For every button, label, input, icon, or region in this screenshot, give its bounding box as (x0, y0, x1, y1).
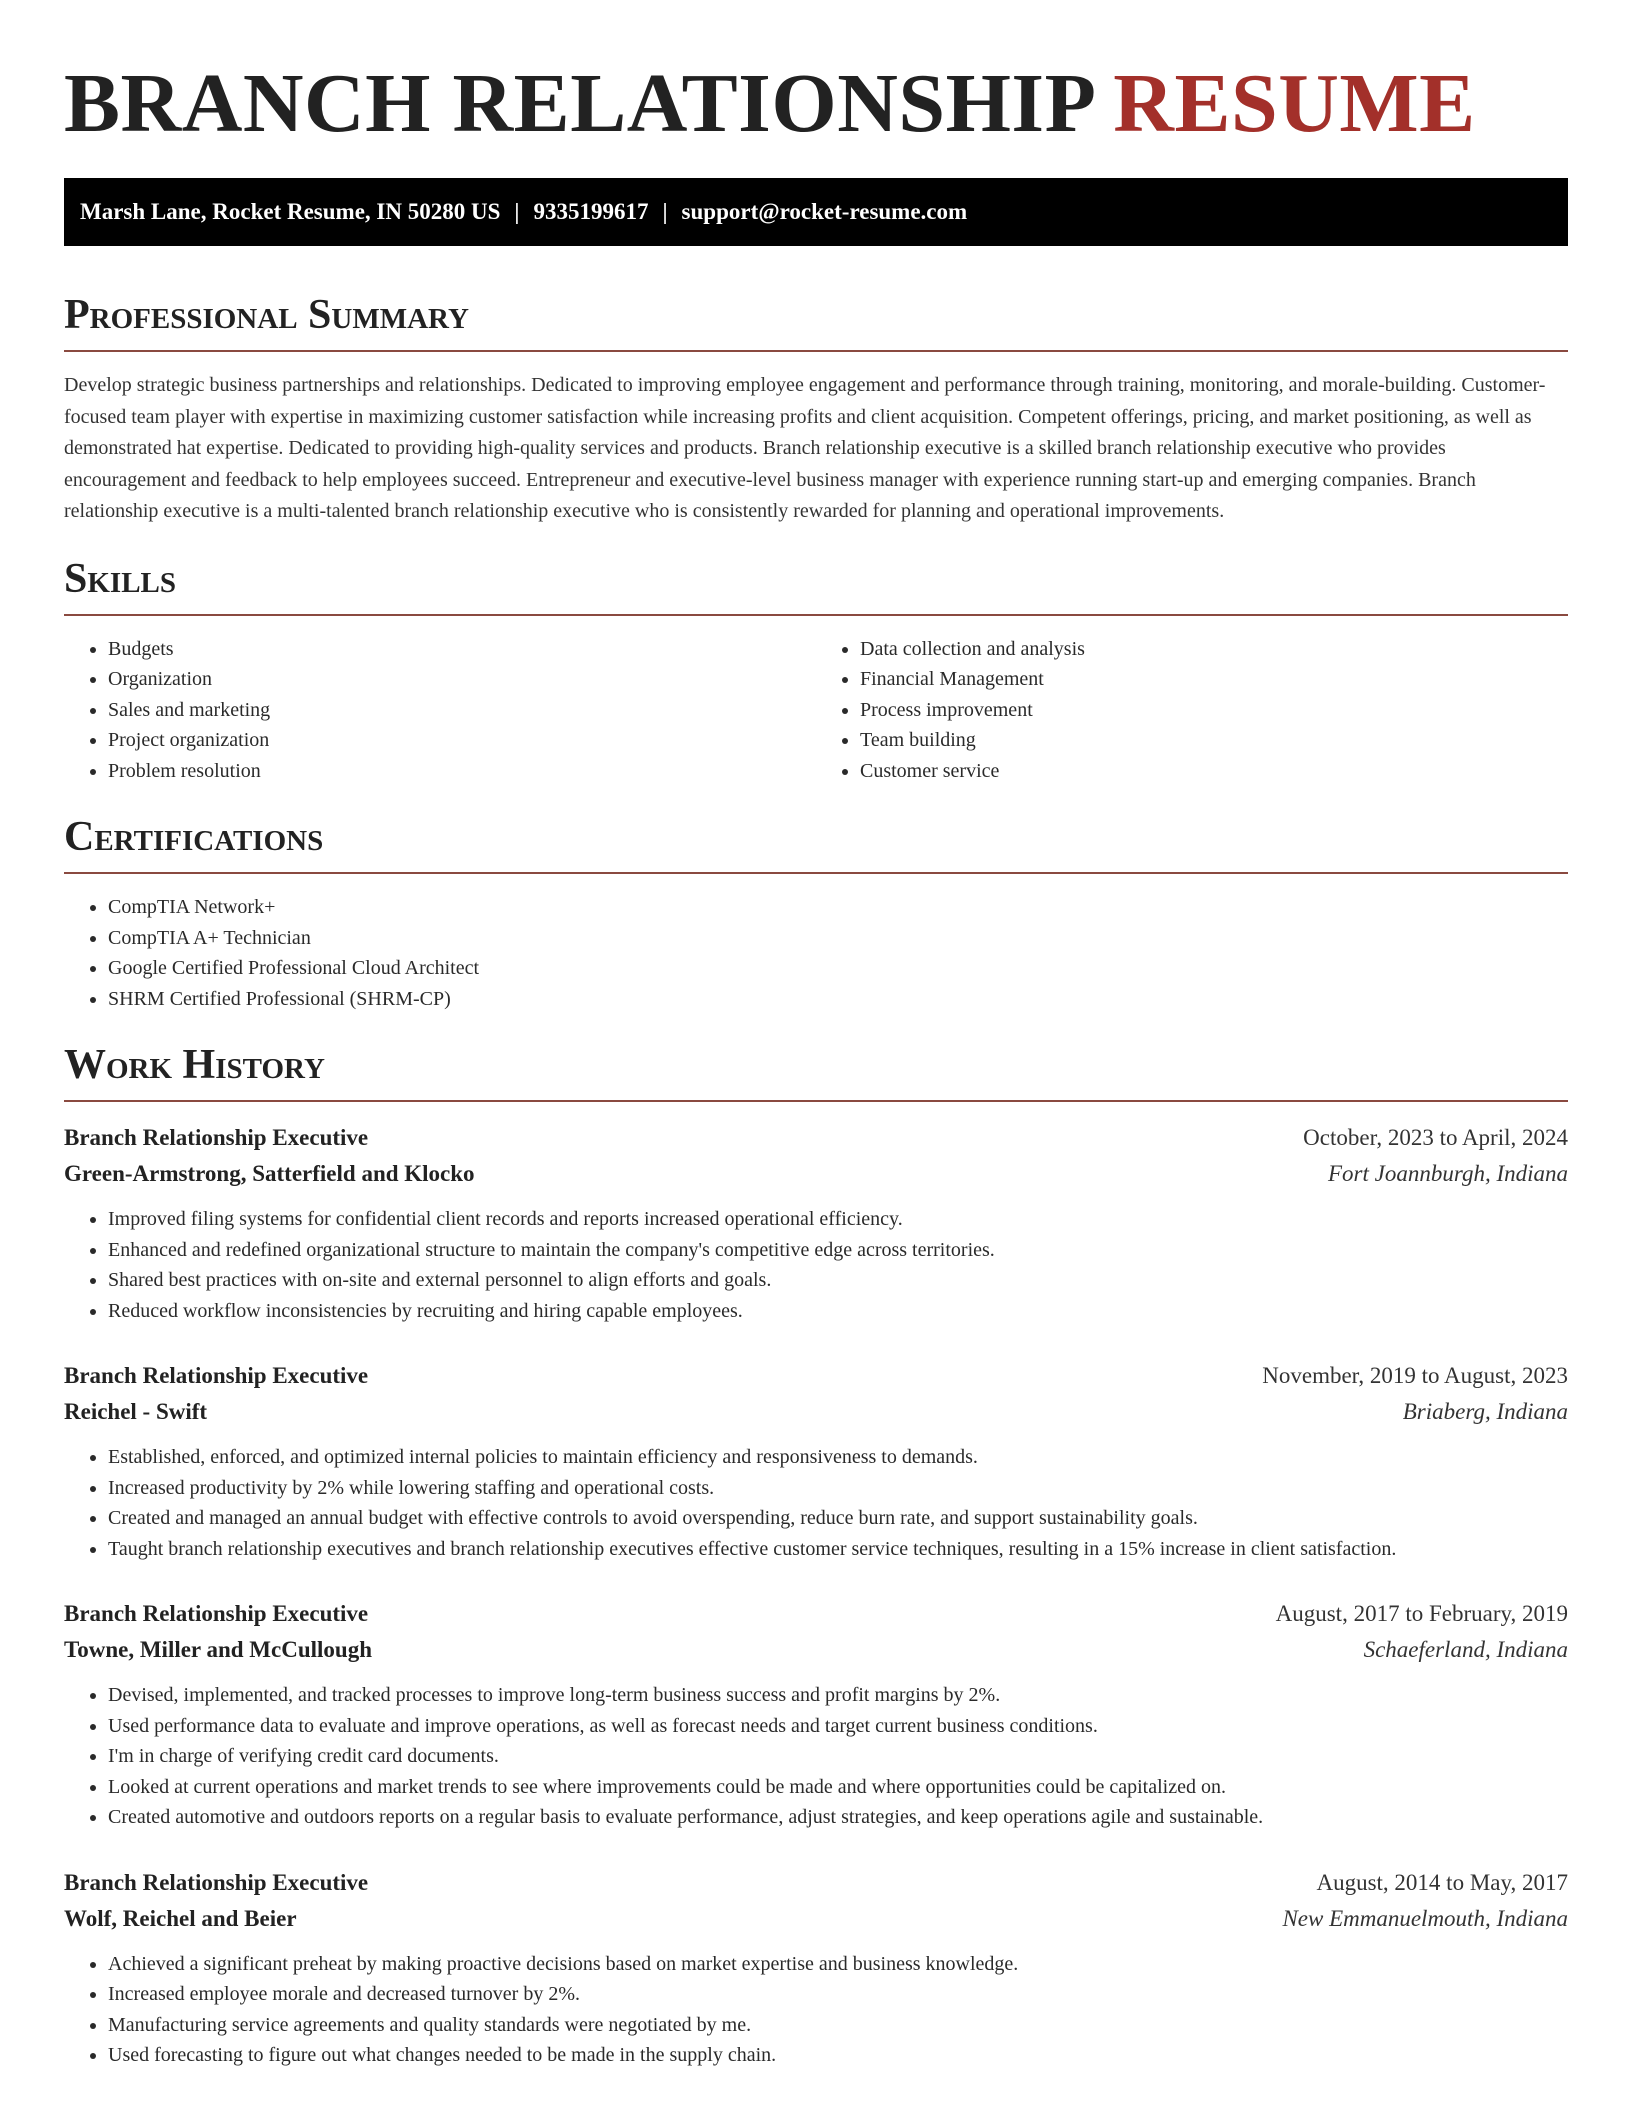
job-header-row (64, 1358, 1568, 1394)
summary-heading: Professional Summary (64, 290, 1568, 352)
job-company-row (64, 1156, 1568, 1192)
job-bullets (64, 1680, 1568, 1833)
job-bullet: • Created and managed an annual budget with effective controls to avoid overspending, reduce burn rate, and support sustainability goals. (108, 1503, 1568, 1534)
work-history-heading: Work History (64, 1040, 1568, 1102)
certification-item: • CompTIA A+ Technician (108, 923, 1568, 954)
job-location: Schaeferland, Indiana (1363, 1637, 1568, 1662)
job-bullet: • Shared best practices with on-site and external personnel to align efforts and goals. (108, 1265, 1568, 1296)
job-title: Branch Relationship Executive (64, 1125, 369, 1150)
job-entry (64, 1865, 1568, 2071)
job-company-row (64, 1394, 1568, 1430)
job-entry (64, 1358, 1568, 1564)
job-company-row (64, 1901, 1568, 1937)
certifications-heading: Certifications (64, 812, 1568, 874)
skill-item: • Project organization (108, 725, 816, 756)
job-location: New Emmanuelmouth, Indiana (1282, 1905, 1568, 1931)
contact-separator: | (514, 199, 520, 224)
contact-email[interactable]: support@rocket-resume.com (681, 199, 968, 224)
job-title: Branch Relationship Executive (64, 1363, 369, 1388)
job-bullets (64, 1204, 1568, 1326)
job-company: Green-Armstrong, Satterfield and Klocko (64, 1161, 475, 1186)
job-bullet: • I'm in charge of verifying credit card documents. (108, 1741, 1568, 1772)
skill-item: • Problem resolution (108, 756, 816, 787)
job-bullet: • Manufacturing service agreements and quality standards were negotiated by me. (108, 2010, 1568, 2041)
job-company: Reichel - Swift (64, 1399, 208, 1424)
title-main: BRANCH RELATIONSHIP (64, 57, 1092, 150)
skill-item: • Customer service (860, 756, 1568, 787)
certification-item: • CompTIA Network+ (108, 892, 1568, 923)
job-bullet: • Enhanced and redefined organizational structure to maintain the company's competitive edge across territories. (108, 1235, 1568, 1266)
certifications-bullets (64, 892, 1568, 1014)
job-title: Branch Relationship Executive (64, 1601, 369, 1626)
job-header-row (64, 1120, 1568, 1156)
job-bullets (64, 1442, 1568, 1564)
job-header-row (64, 1865, 1568, 1901)
contact-address: Marsh Lane, Rocket Resume, IN 50280 US (80, 199, 501, 224)
skills-column-left (64, 634, 816, 787)
job-bullet: • Taught branch relationship executives and branch relationship executives effective customer service techniques, resulting in a 15% increase in client satisfaction. (108, 1534, 1568, 1565)
job-bullet: • Used performance data to evaluate and improve operations, as well as forecast needs and target current business conditions. (108, 1711, 1568, 1742)
skills-column-right (816, 634, 1568, 787)
job-company: Wolf, Reichel and Beier (64, 1905, 297, 1931)
job-entry (64, 1596, 1568, 1833)
job-dates: November, 2019 to August, 2023 (1262, 1363, 1568, 1388)
job-bullets (64, 1949, 1568, 2071)
job-bullet: • Increased productivity by 2% while lowering staffing and operational costs. (108, 1473, 1568, 1504)
job-location: Briaberg, Indiana (1402, 1399, 1568, 1424)
job-bullet: • Devised, implemented, and tracked processes to improve long-term business success and profit margins by 2%. (108, 1680, 1568, 1711)
job-company: Towne, Miller and McCullough (64, 1637, 372, 1662)
skills-list (64, 634, 1568, 787)
job-dates: August, 2014 to May, 2017 (1316, 1869, 1568, 1895)
job-title: Branch Relationship Executive (64, 1869, 369, 1895)
job-bullet: • Achieved a significant preheat by making proactive decisions based on market expertise and business knowledge. (108, 1949, 1568, 1980)
certification-item: • Google Certified Professional Cloud Architect (108, 953, 1568, 984)
job-dates: October, 2023 to April, 2024 (1303, 1125, 1568, 1150)
skill-item: • Budgets (108, 634, 816, 665)
job-bullet: • Created automotive and outdoors reports on a regular basis to evaluate performance, adjust strategies, and keep operations agile and sustainable. (108, 1802, 1568, 1833)
job-bullet: • Used forecasting to figure out what changes needed to be made in the supply chain. (108, 2040, 1568, 2071)
skill-item: • Team building (860, 725, 1568, 756)
job-bullet: • Established, enforced, and optimized internal policies to maintain efficiency and responsiveness to demands. (108, 1442, 1568, 1473)
skills-heading: Skills (64, 554, 1568, 616)
skill-item: • Process improvement (860, 695, 1568, 726)
resume-title (64, 0, 1568, 152)
summary-text: Develop strategic business partnerships and relationships. Dedicated to improving employee engagement and performance through training, monitoring, and morale-building. Customer-focused team player with expertise in maximizing customer satisfaction while increasing profits and client acquisition. Competent offerings, pricing, and market positioning, as well as demonstrated hat expertise. Dedicated to providing high-quality services and products. Branch relationship executive is a skilled branch relationship executive who provides encouragement and feedback to help employees succeed. Entrepreneur and executive-level business manager with experience running start-up and emerging companies. Branch relationship executive is a multi-talented branch relationship executive who is consistently rewarded for planning and operational improvements. (64, 374, 1546, 522)
contact-bar (64, 178, 1568, 246)
job-bullet: • Reduced workflow inconsistencies by recruiting and hiring capable employees. (108, 1296, 1568, 1327)
skill-item: • Sales and marketing (108, 695, 816, 726)
certification-item: • SHRM Certified Professional (SHRM-CP) (108, 984, 1568, 1015)
job-location: Fort Joannburgh, Indiana (1328, 1161, 1568, 1186)
title-accent: RESUME (1113, 57, 1476, 150)
job-header-row (64, 1596, 1568, 1632)
certifications-list (64, 892, 1568, 1014)
job-bullet: • Improved filing systems for confidential client records and reports increased operational efficiency. (108, 1204, 1568, 1235)
job-bullet: • Increased employee morale and decreased turnover by 2%. (108, 1979, 1568, 2010)
skill-item: • Data collection and analysis (860, 634, 1568, 665)
contact-phone: 9335199617 (533, 199, 649, 224)
job-entry (64, 1120, 1568, 1326)
job-bullet: • Looked at current operations and market trends to see where improvements could be made and where opportunities could be capitalized on. (108, 1772, 1568, 1803)
contact-separator: | (662, 199, 668, 224)
skill-item: • Organization (108, 664, 816, 695)
job-dates: August, 2017 to February, 2019 (1275, 1601, 1568, 1626)
job-company-row (64, 1632, 1568, 1668)
skill-item: • Financial Management (860, 664, 1568, 695)
